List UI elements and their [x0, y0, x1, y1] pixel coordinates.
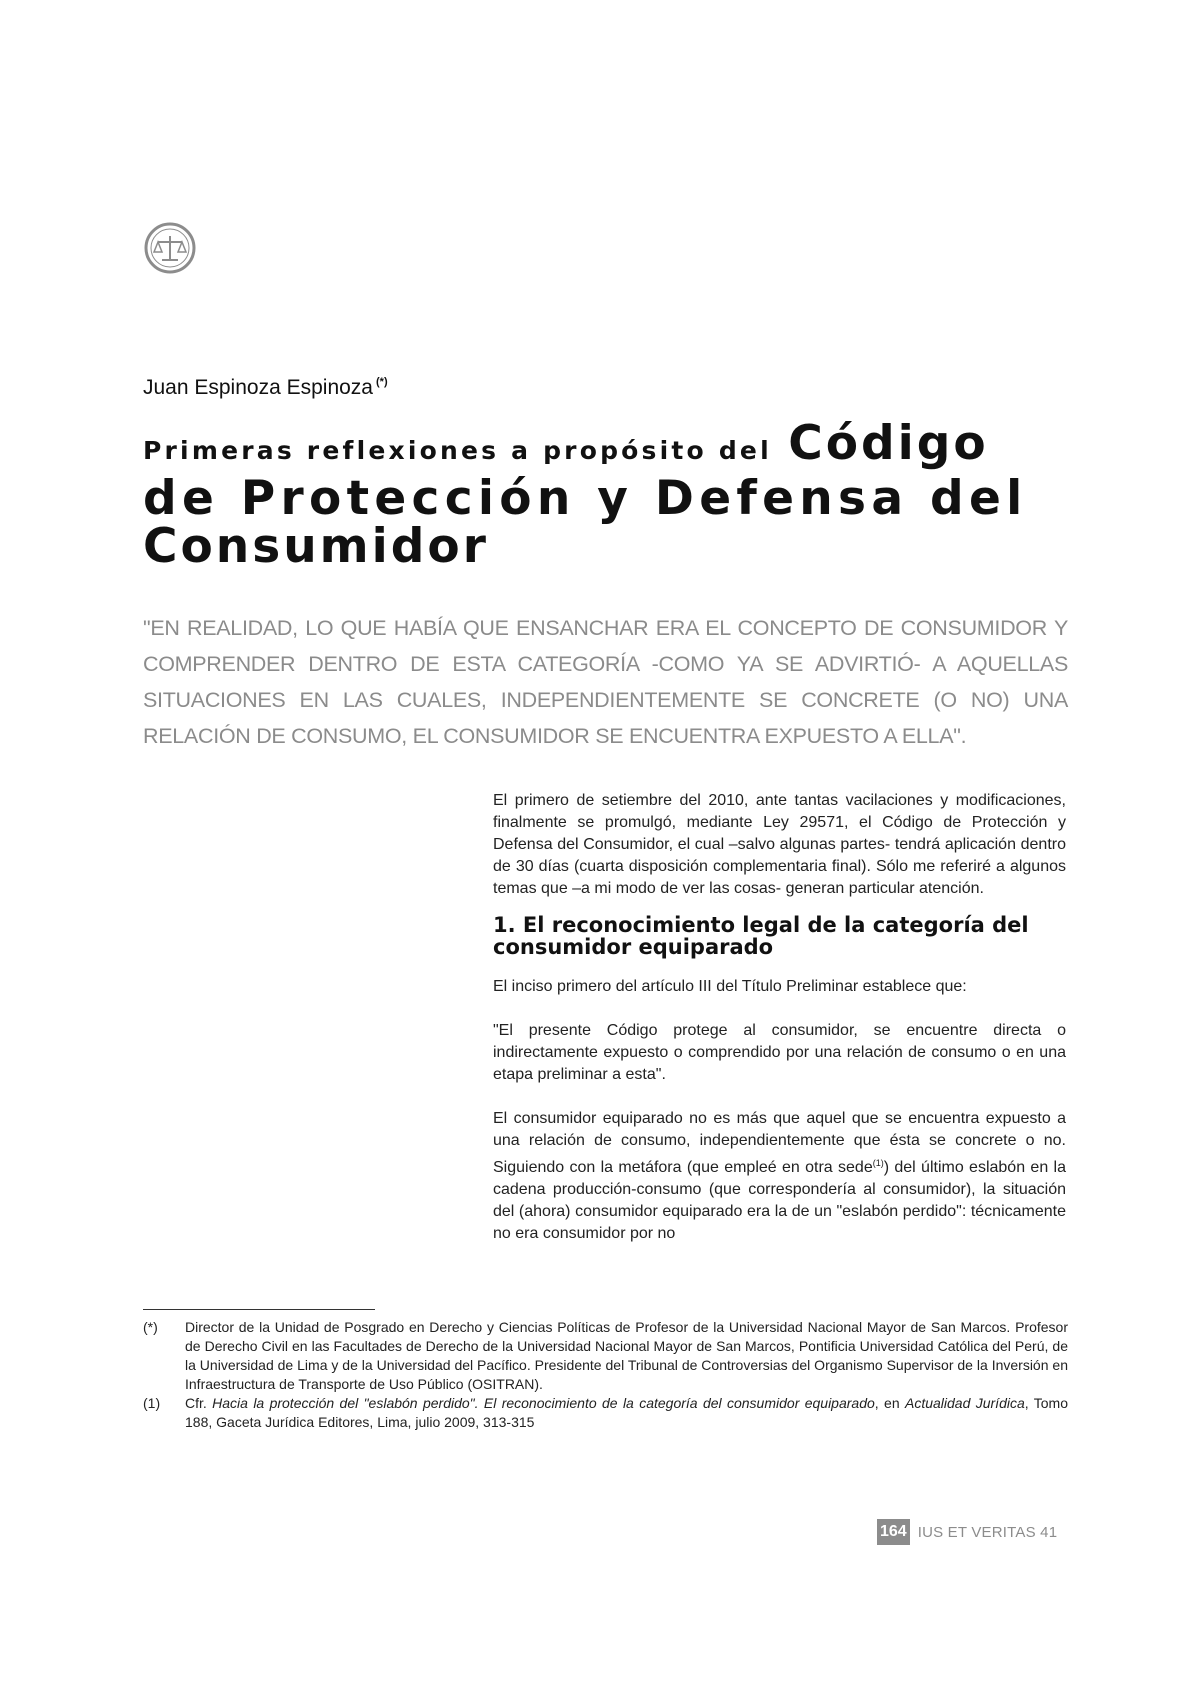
- body-column: [493, 790, 1066, 1245]
- author-name: Juan Espinoza Espinoza: [143, 376, 373, 399]
- page-folio: [877, 1519, 1057, 1545]
- paragraph-text-b: ) del último eslabón en la cadena producción-consumo (que correspondería al consumidor), la situación del (ahora) consumidor equiparado era la de un "eslabón perdido": técnicamente no era consumidor por no: [493, 1159, 1066, 1242]
- article-title: [143, 416, 1068, 574]
- author-footnote-mark: (*): [376, 376, 388, 388]
- title-line-2: de Protección y Defensa del: [143, 471, 1028, 526]
- author-line: [143, 376, 388, 400]
- footnote-mark: (*): [143, 1319, 158, 1335]
- footnote-mark: (1): [143, 1395, 161, 1411]
- footnote-cfr: Cfr.: [185, 1395, 213, 1411]
- footnote-ref-1: (1): [872, 1158, 884, 1168]
- pull-quote: "EN REALIDAD, LO QUE HABÍA QUE ENSANCHAR ERA EL CONCEPTO DE CONSUMIDOR Y COMPRENDER DENTRO DE ESTA CATEGORÍA -COMO YA SE ADVIRTIÓ- A AQUELLAS SITUACIONES EN LAS CUALES, INDEPENDIENTEMENTE SE CONCRETE (O NO) UNA RELACIÓN DE CONSUMO, EL CONSUMIDOR SE ENCUENTRA EXPUESTO A ELLA".: [143, 616, 1068, 748]
- title-lead: Primeras reflexiones a propósito del: [143, 436, 772, 465]
- footnote-divider: [143, 1309, 375, 1310]
- paragraph-text-a: El consumidor equiparado no es más que aquel que se encuentra expuesto a una relación de consumo, independientemente que ésta se concrete o no. Siguiendo con la metáfora (que empleé en otra sede: [493, 1110, 1066, 1176]
- footnotes: [143, 1318, 1068, 1432]
- footnote: [143, 1394, 1068, 1432]
- footnote-rest: , Tomo 188, Gaceta Jurídica Editores, Lima, julio 2009, 313-315: [185, 1395, 1068, 1430]
- footnote: [143, 1318, 1068, 1394]
- footnote-journal: Actualidad Jurídica: [904, 1395, 1025, 1411]
- paragraph-article-intro: El inciso primero del artículo III del Título Preliminar establece que:: [493, 978, 967, 995]
- paragraph-consumer-equiparado: [493, 1108, 1066, 1245]
- paragraph-quoted-article: "El presente Código protege al consumidor, se encuentre directa o indirectamente expuesto o comprendido por una relación de consumo o en una etapa preliminar a esta".: [493, 1022, 1066, 1083]
- title-word-codigo: Código: [788, 416, 989, 471]
- page-number: 164: [877, 1519, 910, 1545]
- footnote-cited-title: Hacia la protección del "eslabón perdido". El reconocimiento de la categoría del consumidor equiparado: [212, 1395, 875, 1411]
- section-heading: 1. El reconocimiento legal de la categoría del consumidor equiparado: [493, 913, 1029, 959]
- footnote-text: [185, 1394, 1068, 1432]
- journal-logo-seal: [144, 222, 196, 274]
- journal-name: IUS ET VERITAS 41: [917, 1523, 1058, 1541]
- footnote-mid: , en: [874, 1395, 905, 1411]
- title-line-3: Consumidor: [143, 519, 489, 574]
- footnote-text: Director de la Unidad de Posgrado en Derecho y Ciencias Políticas de Profesor de la Universidad Nacional Mayor de San Marcos. Profesor de Derecho Civil en las Facultades de Derecho de la Universidad Nacional Mayor de San Marcos, Pontificia Universidad Católica del Perú, de la Universidad de Lima y de la Universidad del Pacífico. Presidente del Tribunal de Controversias del Organismo Supervisor de la Inversión en Infraestructura de Transporte de Uso Público (OSITRAN).: [185, 1319, 1068, 1392]
- paragraph-intro: El primero de setiembre del 2010, ante tantas vacilaciones y modificaciones, finalmente se promulgó, mediante Ley 29571, el Código de Protección y Defensa del Consumidor, el cual –salvo algunas partes- tendrá aplicación dentro de 30 días (cuarta disposición complementaria final). Sólo me referiré a algunos temas que –a mi modo de ver las cosas- generan particular atención.: [493, 792, 1066, 897]
